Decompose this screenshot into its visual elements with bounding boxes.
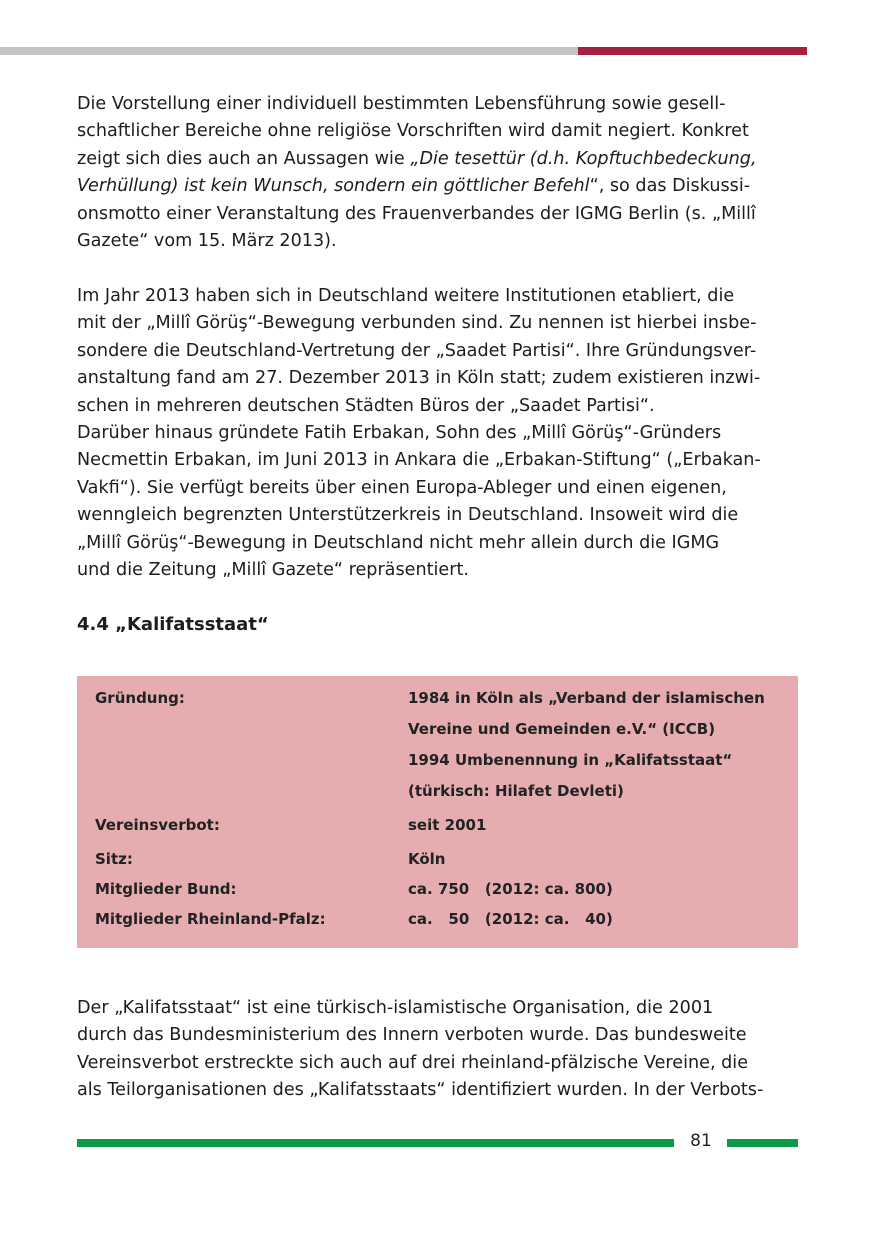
text-line: „Millî Görüş“-Bewegung in Deutschland nicht mehr allein durch die IGMG — [77, 532, 720, 553]
fact-value-gruendung-line: Vereine und Gemeinden e.V.“ (ICCB) — [408, 720, 716, 738]
text-normal: “, so das Diskussi- — [589, 176, 751, 197]
text-line: sondere die Deutschland-Vertretung der „Saadet Partisi“. Ihre Gründungsver- — [77, 340, 757, 361]
text-line: Necmettin Erbakan, im Juni 2013 in Ankara die „Erbakan-Stiftung“ („Erbakan- — [77, 450, 761, 471]
paragraph-intro — [77, 91, 757, 255]
text-line: anstaltung fand am 27. Dezember 2013 in Köln statt; zudem existieren inzwi- — [77, 368, 761, 389]
text-line: als Teilorganisationen des „Kalifatsstaats“ identifiziert wurden. In der Verbots- — [77, 1080, 764, 1101]
fact-label-sitz: Sitz: — [95, 850, 133, 868]
section-heading: 4.4 „Kalifatsstaat“ — [77, 614, 269, 635]
fact-label-gruendung: Gründung: — [95, 689, 185, 707]
fact-value-mitglieder-rlp: ca. 50 (2012: ca. 40) — [408, 910, 613, 928]
text-line: Darüber hinaus gründete Fatih Erbakan, Sohn des „Millî Görüş“-Gründers — [77, 423, 722, 444]
text-line: onsmotto einer Veranstaltung des Frauenverbandes der IGMG Berlin (s. „Millî — [77, 203, 756, 224]
text-line: Vakfi“). Sie verfügt bereits über einen Europa-Ableger und einen eigenen, — [77, 477, 727, 498]
quote-italic: Verhüllung) ist kein Wunsch, sondern ein göttlicher Befehl — [77, 176, 590, 197]
text-line: Gazete“ vom 15. März 2013). — [77, 231, 337, 252]
header-rule-gray — [0, 47, 578, 55]
text-line — [77, 146, 757, 173]
fact-label-vereinsverbot: Vereinsverbot: — [95, 816, 220, 834]
text-line: wenngleich begrenzten Unterstützerkreis in Deutschland. Insoweit wird die — [77, 505, 739, 526]
text-line: Die Vorstellung einer individuell bestimmten Lebensführung sowie gesell- — [77, 94, 726, 114]
text-line — [77, 173, 757, 200]
fact-label-mitglieder-rlp: Mitglieder Rheinland-Pfalz: — [95, 910, 326, 928]
quote-italic: „Die tesettür (d.h. Kopftuchbedeckung, — [410, 148, 757, 169]
header-rule-accent — [578, 47, 807, 55]
paragraph-kalifatsstaat — [77, 995, 763, 1105]
text-line: Der „Kalifatsstaat“ ist eine türkisch-islamistische Organisation, die 2001 — [77, 998, 714, 1018]
fact-value-gruendung-line: (türkisch: Hilafet Devleti) — [408, 782, 624, 800]
footer-rule — [727, 1139, 798, 1147]
paragraph-institutions — [77, 283, 761, 584]
text-line: durch das Bundesministerium des Innern verboten wurde. Das bundesweite — [77, 1025, 747, 1046]
text-line: schen in mehreren deutschen Städten Büros der „Saadet Partisi“. — [77, 395, 655, 416]
text-line: und die Zeitung „Millî Gazete“ repräsentiert. — [77, 560, 469, 581]
text-line: mit der „Millî Görüş“-Bewegung verbunden sind. Zu nennen ist hierbei insbe- — [77, 313, 757, 334]
fact-value-gruendung-line: 1984 in Köln als „Verband der islamischen — [408, 689, 765, 707]
fact-value-vereinsverbot: seit 2001 — [408, 816, 487, 834]
footer-rule — [77, 1139, 674, 1147]
text-line: schaftlicher Bereiche ohne religiöse Vorschriften wird damit negiert. Konkret — [77, 121, 749, 142]
fact-value-sitz: Köln — [408, 850, 446, 868]
text-line: Vereinsverbot erstreckte sich auch auf drei rheinland-pfälzische Vereine, die — [77, 1052, 749, 1073]
page-number: 81 — [690, 1131, 712, 1151]
text-line: Im Jahr 2013 haben sich in Deutschland weitere Institutionen etabliert, die — [77, 286, 735, 306]
fact-value-gruendung-line: 1994 Umbenennung in „Kalifatsstaat“ — [408, 751, 733, 769]
fact-box — [77, 676, 798, 948]
fact-value-mitglieder-bund: ca. 750 (2012: ca. 800) — [408, 880, 613, 898]
fact-label-mitglieder-bund: Mitglieder Bund: — [95, 880, 237, 898]
text-normal: zeigt sich dies auch an Aussagen wie — [77, 148, 411, 169]
